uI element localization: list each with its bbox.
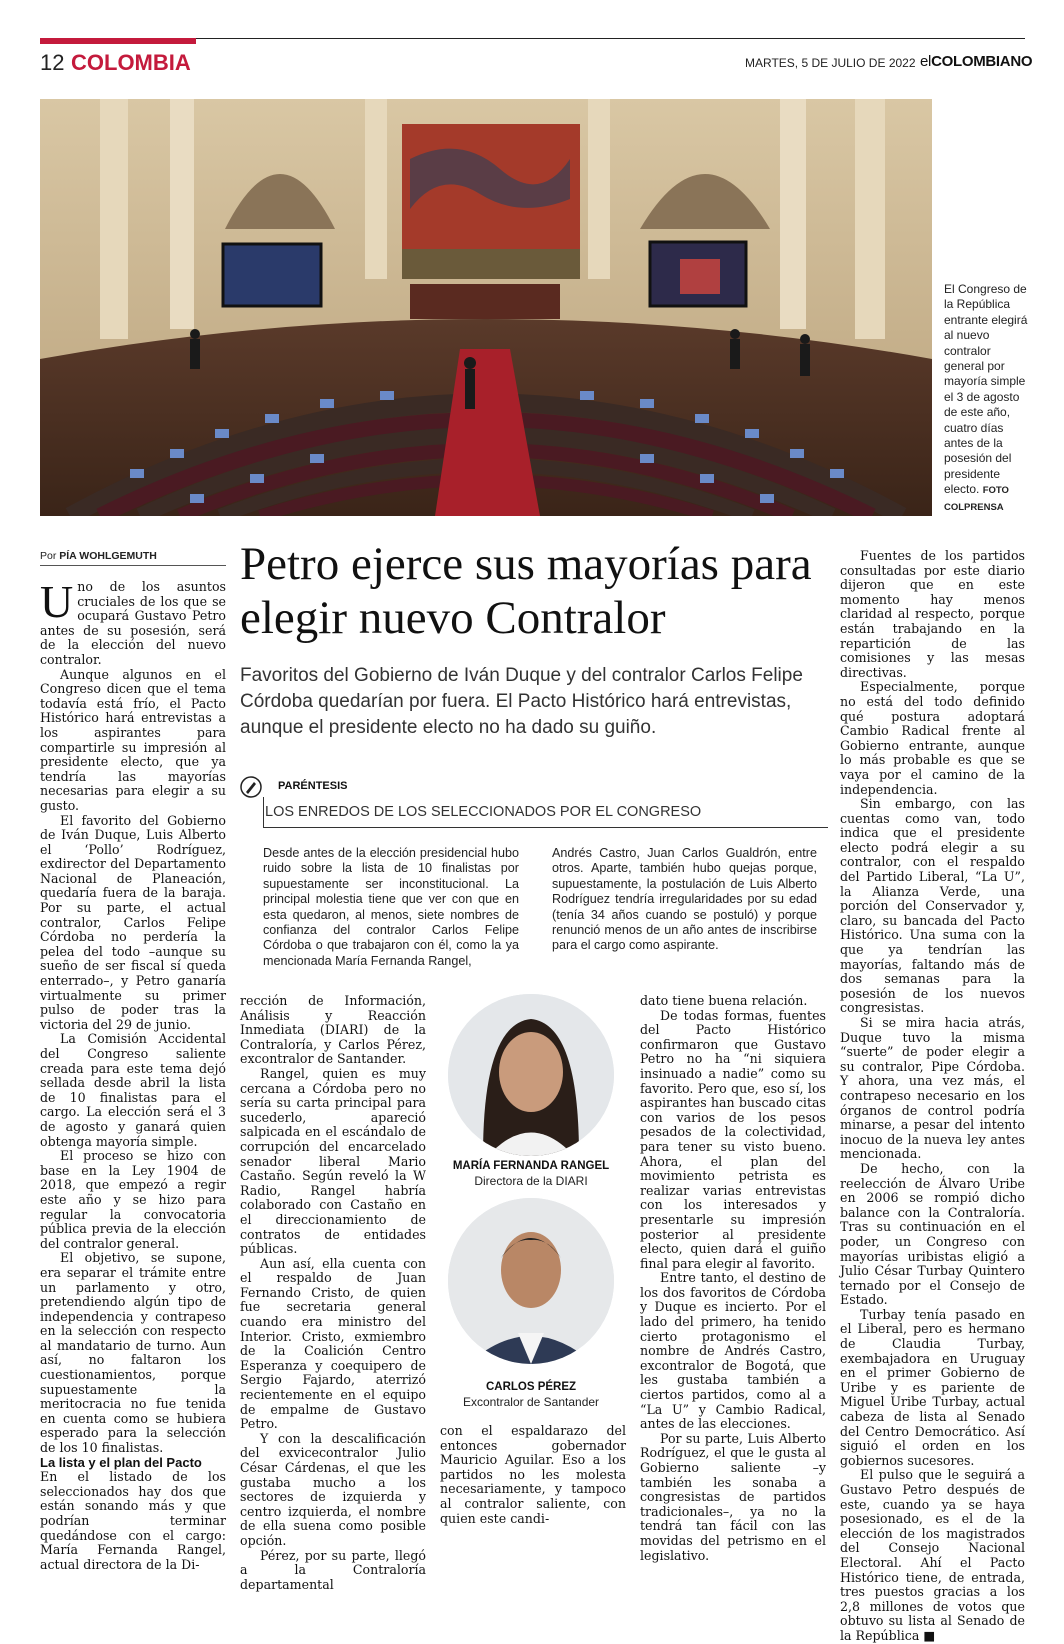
article-column-3: con el espaldarazo del entonces gobernador Mauricio Aguilar. Eso a los partidos no les molesta necesariamente, y tampoco al contralor saliente, con quien este candi-	[440, 1423, 626, 1526]
photo-caption: El Congreso de la República entrante elegirá al nuevo contralor general por mayoría simple el 3 de agosto de este año, cuatro días antes de la posesión del presidente electo. FOTO COLPRENSA	[944, 282, 1028, 513]
portrait-name-1: MARÍA FERNANDA RANGEL	[452, 1160, 610, 1172]
pen-icon	[240, 776, 260, 796]
portrait-role-1: Directora de la DIARI	[474, 1174, 588, 1188]
parentesis-text-col2: Andrés Castro, Juan Carlos Gualdrón, entre otros. Aparte, también hubo quejas porque, supuestamente, la postulación de Luis Alberto Rodríguez tendría irregularidades por su edad (tenía 34 años cuando se postuló) y porque renunció menos de un año antes de inscribirse para el cargo como aspirante.	[552, 846, 817, 953]
parentesis-text-col1: Desde antes de la elección presidencial hubo ruido sobre la lista de 10 finalistas por supuestamente ser inconstitucional. La principal molestia tiene que ver con que en esta quedaron, al menos, siete nombres de confianza del contralor Carlos Felipe Córdoba o que trabajaron con él, como la ya mencionada María Fernanda Rangel,	[263, 846, 519, 968]
author-name: PÍA WOHLGEMUTH	[59, 550, 157, 562]
parentesis-title: LOS ENREDOS DE LOS SELECCIONADOS POR EL CONGRESO	[265, 804, 702, 820]
article-column-4: dato tiene buena relación. De todas formas, fuentes del Pacto Histórico confirmaron que Gustavo Petro no ha “ni siquiera insinuado a nadie” como su favorito. Pero que, eso sí, los aspirantes han buscado citas con varios de los pesos pesados de la colectividad, para tener su visto bueno. Ahora, el plan del movimiento petrista es realizar varias entrevistas con los interesados y presentarle su impresión posterior al presidente electo, quien dará el guiño final para elegir al favorito. Entre tanto, el destino de los dos favoritos de Córdoba y Duque es incierto. Por el lado del primero, ha tenido cierto protagonismo el nombre de Andrés Castro, excontralor de Bogotá, que les gustaba también a ciertos partidos, como al a “La U” y Cambio Radical, antes de las elecciones. Por su parte, Luis Alberto Rodríguez, el que le gusta al Gobierno saliente –y también les sonaba a congresistas de partidos tradicionales–, ya no la tendrá tan fácil con las movidas del petrismo en el legislativo.	[640, 993, 826, 1563]
byline-rule	[40, 565, 226, 566]
headline: Petro ejerce sus mayorías para elegir nuevo Contralor	[240, 538, 812, 644]
section-name: COLOMBIA	[71, 50, 191, 75]
portrait-maria-fernanda-rangel	[448, 994, 614, 1156]
portrait-carlos-perez	[448, 1198, 614, 1364]
issue-date: MARTES, 5 DE JULIO DE 2022	[745, 56, 916, 70]
deck: Favoritos del Gobierno de Iván Duque y del contralor Carlos Felipe Córdoba quedarían por fuera. El Pacto Histórico hará entrevistas, aunque el presidente electo no ha dado su guiño.	[240, 665, 803, 738]
parentesis-rule-vertical	[263, 797, 264, 827]
portrait-name-2: CARLOS PÉREZ	[485, 1381, 577, 1393]
portrait-role-2: Excontralor de Santander	[462, 1395, 600, 1409]
newspaper-logo: elCOLOMBIANO	[920, 53, 1033, 70]
byline: Por PÍA WOHLGEMUTH	[40, 550, 157, 562]
photo-credit: FOTO COLPRENSA	[944, 485, 1009, 513]
article-column-2: rección de Información, Análisis y Reacción Inmediata (DIARI) de la Contraloría, y Carlos Pérez, excontralor de Santander. Rangel, quien es muy cercana a Córdoba pero no sería su carta principal para sucederlo, apareció salpicada en el escándalo de corrupción del encarcelado senador liberal Mario Castaño. Según reveló la W Radio, Rangel habría colaborado con Castaño en el direccionamiento de contratos de entidades públicas. Aun así, ella cuenta con el respaldo de Juan Fernando Cristo, de quien fue secretaria general cuando era ministro del Interior. Cristo, exmiembro de la Coalición Centro Esperanza y coequipero de Sergio Fajardo, aterrizó recientemente en el equipo de empalme de Gustavo Petro. Y con la descalificación del exvicecontralor Julio César Cárdenas, el que les gustaba mucho a los sectores de izquierda y centro izquierda, el nombre de ella suena como posible opción. Pérez, por su parte, llegó a la Contraloría departamental	[240, 993, 426, 1592]
article-column-1: Uno de los asuntos cruciales de los que se ocupará Gustavo Petro antes de su posesión, será de la elección del nuevo contralor. Aunque algunos en el Congreso dicen que el tema todavía está frío, el Pacto Histórico hará entrevistas a los aspirantes para compartirle su impresión al presidente electo, que ya tendría las mayorías necesarias para elegir a su gusto. El favorito del Gobierno de Iván Duque, Luis Alberto el ‘Pollo’ Rodríguez, exdirector del Departamento Nacional de Planeación, quedaría fuera de la baraja. Por su parte, el actual contralor, Carlos Felipe Córdoba no perdería la pelea del todo –aunque su sueño de ser fiscal sí queda enterrado–, y Petro ganaría virtualmente su primer pulso de poder tras la victoria del 29 de junio. La Comisión Accidental del Congreso saliente creada para este tema dejó sellada desde abril la lista de 10 finalistas para el cargo. La elección será el 3 de agosto y ganará quien obtenga mayoría simple. El proceso se hizo con base en la Ley 1904 de 2018, que empezó a regir este año y se hizo para regular la convocatoria pública previa de la elección del contralor general. El objetivo, se supone, era separar el trámite entre un parlamento y otro, pretendiendo algún tipo de independencia y contrapeso en la selección con respecto al mandatario de turno. Aun así, no faltaron los cuestionamientos, porque supuestamente la meritocracia no fue tenida en cuenta como se hubiera esperado para la selección de los 10 finalistas. La lista y el plan del Pacto En el listado de los seleccionados hay dos que están sonando más y que podrían terminar quedándose con el cargo: María Fernanda Rangel, actual directora de la Di-	[40, 576, 226, 1572]
article-column-5: Fuentes de los partidos consultadas por este diario dijeron que en este momento hay menos claridad al respecto, porque están trabajando en la repartición de las comisiones y las mesas directivas. Especialmente, porque no está del todo definido qué postura adoptará Cambio Radical frente al Gobierno entrante, aunque lo más probable es que se vaya por el camino de la independencia. Sin embargo, con las cuentas como van, todo indica que el presidente electo podrá elegir a su contralor, con el respaldo del Partido Liberal, “La U”, la Alianza Verde, una porción del Conservador y, claro, su bancada del Pacto Histórico. Una suma con la que ya tendrían las mayorías, faltando más de dos semanas para la posesión de los nuevos congresistas. Si se mira hacia atrás, Duque tuvo la misma “suerte” de poder elegir a su contralor, Pipe Córdoba. Y ahora, una vez más, el contrapeso necesario en los órganos de control podría minarse, a pesar del intento inocuo de la nueva ley antes mencionada. De hecho, con la reelección de Álvaro Uribe en 2006 se rompió dicho balance con la Contraloría. Tras su continuación en el poder, un Congreso con mayorías uribistas eligió a Julio César Turbay Quintero ternado por el Consejo de Estado. Turbay tenía pasado en el Liberal, pero es hermano de Claudia Turbay, exembajadora en Uruguay en el primer Gobierno de Uribe y es pariente de Miguel Uribe Turbay, actual cabeza de lista al Senado del Centro Democrático. Así siguió el orden en los gobiernos sucesores. El pulso que le seguirá a Gustavo Petro después de este, cuando ya se haya posesionado, es el de la elección de los magistrados del Consejo Nacional Electoral. Ahí el Pacto Histórico tiene, de entrada, tres puestos gracias a los 2,8 millones de votos que obtuvo su lista al Senado de la República ■	[840, 548, 1025, 1643]
parentesis-label: PARÉNTESIS	[278, 780, 348, 792]
page-number: 12	[40, 50, 65, 75]
drop-cap: U	[40, 576, 74, 627]
section-color-bar	[40, 38, 196, 44]
article-subhead: La lista y el plan del Pacto	[40, 1454, 202, 1470]
parentesis-rule	[263, 827, 828, 828]
congress-chamber-photo	[40, 99, 932, 516]
